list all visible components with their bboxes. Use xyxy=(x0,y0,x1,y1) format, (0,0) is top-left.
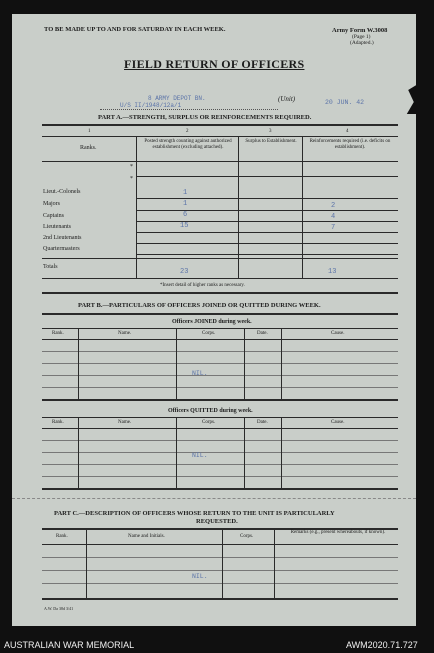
col-header-ranks: Ranks. xyxy=(80,145,97,151)
quitted-row-rule xyxy=(42,440,398,441)
joined-header-rule xyxy=(42,339,398,340)
part-a-row-rule xyxy=(136,254,398,255)
totals-label: Totals xyxy=(43,264,58,270)
joined-col-cause: Cause. xyxy=(331,331,345,336)
joined-row-rule xyxy=(42,375,398,376)
quitted-nil-entry: NIL. xyxy=(192,452,208,459)
quitted-col-corps: Corps. xyxy=(202,420,216,425)
part-a-col-divider xyxy=(136,136,137,278)
part-a-rule xyxy=(136,176,398,177)
col-number-4: 4 xyxy=(346,129,349,134)
quitted-header-rule xyxy=(42,428,398,429)
joined-col-corps: Corps. xyxy=(202,331,216,336)
part-c-heading-line-1: PART C.—DESCRIPTION OF OFFICERS WHOSE RETURN TO THE UNIT IS PARTICULARLY xyxy=(54,510,335,517)
quitted-col-divider xyxy=(281,417,282,488)
printer-note: A.W. Da 38d 3/41 xyxy=(44,606,74,611)
rank-majors: Majors xyxy=(43,201,60,207)
col-header-surplus: Surplus to Establishment. xyxy=(245,139,297,144)
part-c-heading-line-2: REQUESTED. xyxy=(196,518,238,525)
col-number-1: 1 xyxy=(88,129,91,134)
reinf-majors: 2 xyxy=(331,202,336,210)
page-note: (Page 1) xyxy=(352,34,371,40)
joined-col-divider xyxy=(281,328,282,399)
col-header-reinforcements: Reinforcements required (i.e. deficits on establishment). xyxy=(309,139,391,150)
totals-bottom-rule xyxy=(42,278,398,279)
footer-institution: AUSTRALIAN WAR MEMORIAL xyxy=(4,640,135,650)
part-c-col-rank: Rank. xyxy=(56,534,68,539)
unit-name-typed: 8 ARMY DEPOT BN. xyxy=(148,95,206,102)
joined-col-date: Date. xyxy=(257,331,268,336)
part-c-col-divider xyxy=(86,528,87,598)
quitted-col-rank: Rank. xyxy=(52,420,64,425)
joined-title: Officers JOINED during week. xyxy=(172,319,252,325)
quitted-row-rule xyxy=(42,452,398,453)
unit-label: (Unit) xyxy=(278,95,296,103)
rank-quartermasters: Quartermasters xyxy=(43,246,80,252)
part-b-bottom-rule xyxy=(42,488,398,490)
part-a-row-rule xyxy=(136,232,398,233)
joined-col-name: Name. xyxy=(118,331,132,336)
part-c-row-rule xyxy=(42,557,398,558)
part-a-col-divider xyxy=(238,136,239,278)
quitted-col-cause: Cause. xyxy=(331,420,345,425)
part-a-row-rule xyxy=(136,243,398,244)
reinf-lieutenants: 7 xyxy=(331,224,336,232)
quitted-col-date: Date. xyxy=(257,420,268,425)
part-a-rule xyxy=(42,136,398,137)
strength-lieut-colonels: 1 xyxy=(183,189,188,197)
part-b-heading: PART B.—PARTICULARS OF OFFICERS JOINED OR QUITTED DURING WEEK. xyxy=(78,302,321,309)
strength-lieutenants: 15 xyxy=(180,222,189,230)
part-b-rule xyxy=(42,313,398,315)
quitted-top-rule xyxy=(42,417,398,418)
totals-top-rule xyxy=(42,258,398,259)
perforation-line xyxy=(12,498,416,499)
part-a-footnote: *Insert detail of higher ranks as necessary. xyxy=(160,283,245,288)
rank-lieutenants: Lieutenants xyxy=(43,224,71,230)
part-c-bottom-rule xyxy=(42,598,398,600)
part-a-row-rule xyxy=(136,210,398,211)
page-title: FIELD RETURN OF OFFICERS xyxy=(124,57,305,71)
quitted-row-rule xyxy=(42,476,398,477)
strength-captains: 6 xyxy=(183,211,188,219)
quitted-col-divider xyxy=(78,417,79,488)
col-header-strength: Posted strength counting against authorized establishment (excluding attached). xyxy=(144,139,232,150)
part-b-rule xyxy=(42,328,398,329)
part-c-nil-entry: NIL. xyxy=(192,573,208,580)
asterisk-mark: * xyxy=(130,176,133,182)
part-c-row-rule xyxy=(42,583,398,584)
part-a-rule xyxy=(42,161,398,162)
part-c-header-rule xyxy=(42,544,398,545)
part-c-col-divider xyxy=(274,528,275,598)
part-a-top-rule xyxy=(42,124,398,126)
quitted-col-name: Name. xyxy=(118,420,132,425)
col-number-3: 3 xyxy=(269,129,272,134)
joined-col-rank: Rank. xyxy=(52,331,64,336)
asterisk-mark: * xyxy=(130,164,133,170)
totals-strength: 23 xyxy=(180,268,189,276)
adapted-note: (Adapted.) xyxy=(350,40,374,46)
part-a-col-divider xyxy=(302,136,303,278)
rank-captains: Captains xyxy=(43,213,64,219)
joined-row-rule xyxy=(42,387,398,388)
form-number: Army Form W.3008 xyxy=(332,27,388,34)
return-date-typed: 20 JUN. 42 xyxy=(325,99,365,106)
totals-reinforcements: 13 xyxy=(328,268,337,276)
rank-lieut-colonels: Lieut.-Colonels xyxy=(43,189,81,195)
unit-line xyxy=(100,109,278,110)
quitted-title: Officers QUITTED during week. xyxy=(168,408,253,414)
joined-bottom-rule xyxy=(42,399,398,401)
part-c-col-remarks: Remarks (e.g., present whereabouts, if known). xyxy=(290,530,386,535)
part-c-col-corps: Corps. xyxy=(240,534,254,539)
joined-nil-entry: NIL. xyxy=(192,370,208,377)
part-a-bottom-rule xyxy=(42,292,398,294)
quitted-col-divider xyxy=(244,417,245,488)
part-c-col-name: Name and Initials. xyxy=(128,534,165,539)
joined-col-divider xyxy=(78,328,79,399)
part-a-row-rule xyxy=(136,198,398,199)
quitted-row-rule xyxy=(42,464,398,465)
part-a-heading: PART A.—STRENGTH, SURPLUS OR REINFORCEMENTS REQUIRED. xyxy=(98,114,312,121)
footer-accession-number: AWM2020.71.727 xyxy=(346,640,418,650)
strength-majors: 1 xyxy=(183,200,188,208)
reinf-captains: 4 xyxy=(331,213,336,221)
joined-col-divider xyxy=(244,328,245,399)
rank-2nd-lieutenants: 2nd Lieutenants xyxy=(43,235,82,241)
part-c-row-rule xyxy=(42,570,398,571)
col-number-2: 2 xyxy=(186,129,189,134)
joined-row-rule xyxy=(42,351,398,352)
joined-col-divider xyxy=(176,328,177,399)
unit-reference-typed: U/S II/1948/12a/1 xyxy=(120,102,182,109)
part-c-col-divider xyxy=(222,528,223,598)
form-instruction: TO BE MADE UP TO AND FOR SATURDAY IN EACH WEEK. xyxy=(44,26,226,33)
quitted-col-divider xyxy=(176,417,177,488)
part-a-row-rule xyxy=(136,221,398,222)
joined-row-rule xyxy=(42,363,398,364)
